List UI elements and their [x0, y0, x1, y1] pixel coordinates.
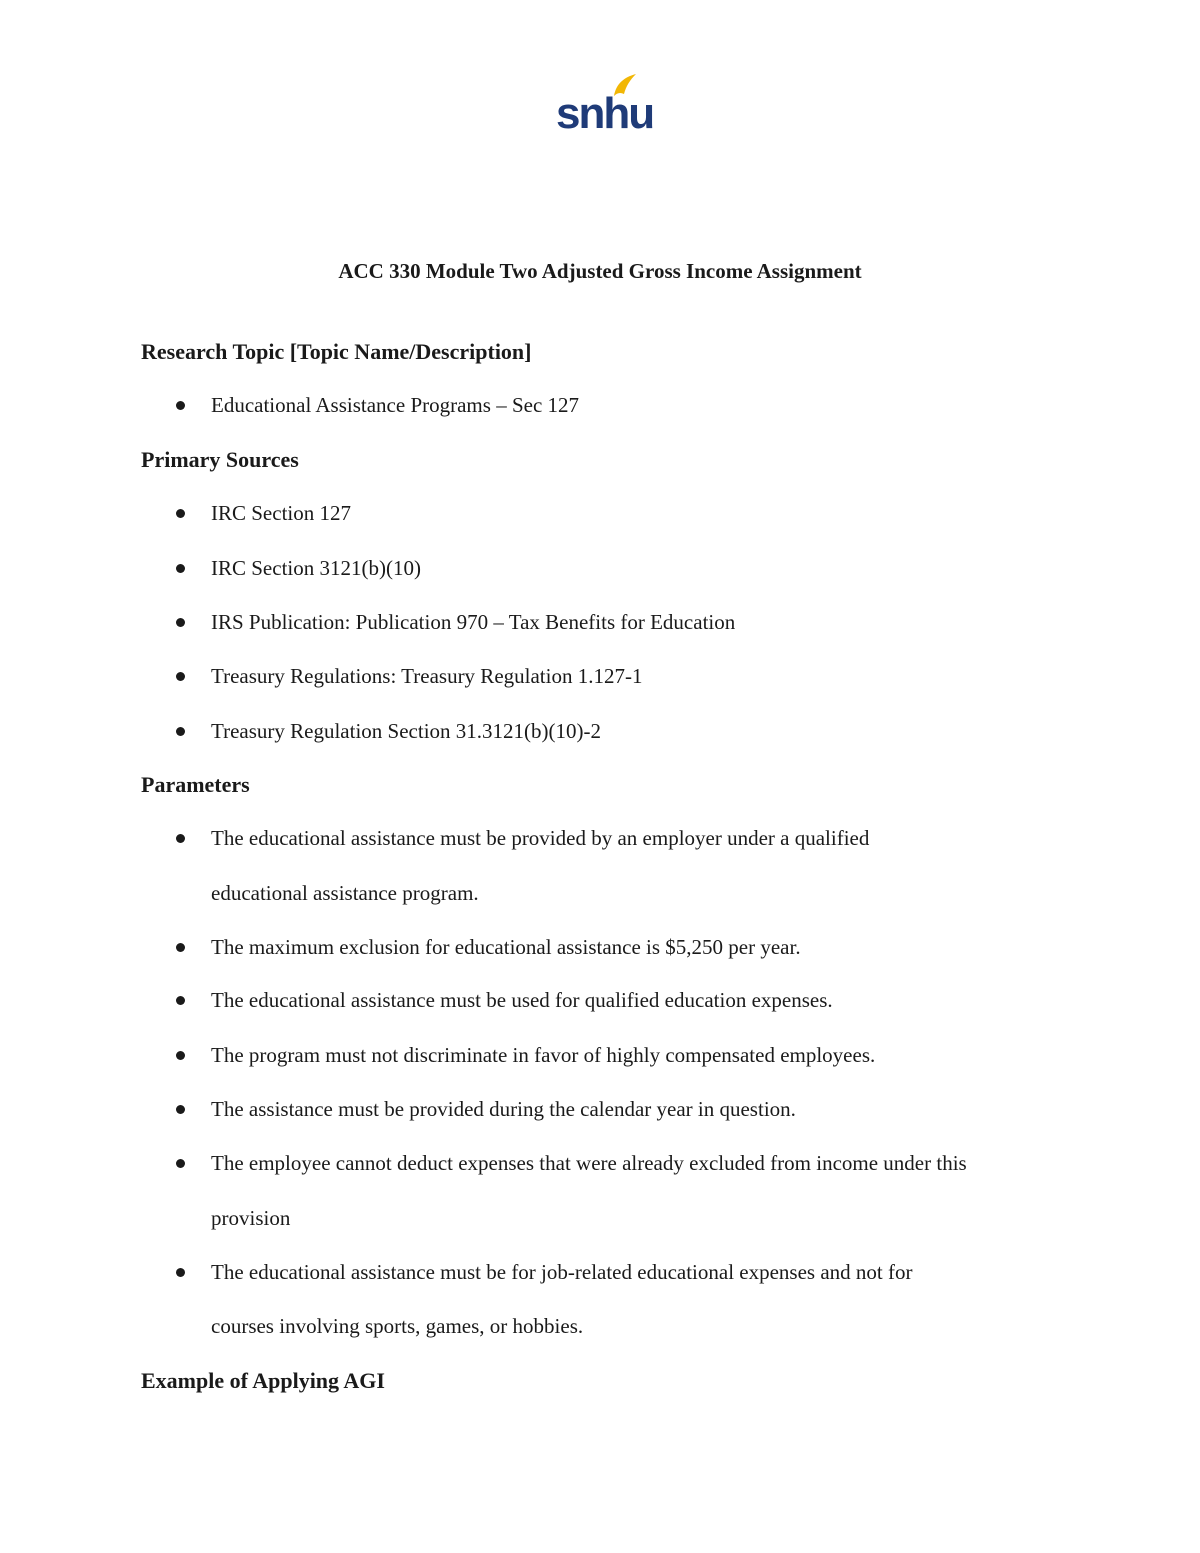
- bullet-icon: [176, 564, 185, 573]
- bullet-icon: [176, 1268, 185, 1277]
- primary-source-item: Treasury Regulations: Treasury Regulation 1.127-1: [211, 664, 643, 688]
- bullet-icon: [176, 943, 185, 952]
- bullet-icon: [176, 1051, 185, 1060]
- bullet-icon: [176, 618, 185, 627]
- parameter-item-line: The educational assistance must be used for qualified education expenses.: [211, 988, 833, 1012]
- parameter-item-line: The educational assistance must be provided by an employer under a qualified: [211, 826, 870, 850]
- example-heading: Example of Applying AGI: [141, 1368, 385, 1393]
- snhu-logo-mark: [556, 72, 654, 138]
- parameter-item-line: courses involving sports, games, or hobbies.: [211, 1314, 584, 1338]
- parameter-item-line: The program must not discriminate in favor of highly compensated employees.: [211, 1043, 876, 1067]
- bullet-icon: [176, 727, 185, 736]
- parameter-item-line: provision: [211, 1206, 291, 1230]
- parameter-item-line: The educational assistance must be for job-related educational expenses and not for: [211, 1260, 913, 1284]
- parameter-item-line: The employee cannot deduct expenses that were already excluded from income under this: [211, 1151, 967, 1175]
- bullet-icon: [176, 509, 185, 518]
- bullet-icon: [176, 672, 185, 681]
- research-topic-heading: Research Topic [Topic Name/Description]: [141, 339, 532, 364]
- primary-sources-heading: Primary Sources: [141, 447, 299, 472]
- primary-source-item: IRC Section 127: [211, 501, 351, 525]
- parameter-item-line: The maximum exclusion for educational assistance is $5,250 per year.: [211, 935, 801, 959]
- bullet-icon: [176, 1159, 185, 1168]
- primary-source-item: Treasury Regulation Section 31.3121(b)(10)-2: [211, 719, 601, 743]
- snhu-logo: [556, 72, 654, 138]
- logo-wordmark: snhu: [556, 89, 654, 138]
- document-title: ACC 330 Module Two Adjusted Gross Income Assignment: [338, 259, 862, 283]
- parameter-item-line: educational assistance program.: [211, 881, 479, 905]
- primary-source-item: IRC Section 3121(b)(10): [211, 556, 421, 580]
- parameter-item-line: The assistance must be provided during the calendar year in question.: [211, 1097, 796, 1121]
- bullet-icon: [176, 834, 185, 843]
- bullet-icon: [176, 401, 185, 410]
- bullet-icon: [176, 996, 185, 1005]
- parameters-heading: Parameters: [141, 772, 250, 797]
- primary-source-item: IRS Publication: Publication 970 – Tax Benefits for Education: [211, 610, 736, 634]
- research-topic-item: Educational Assistance Programs – Sec 127: [211, 393, 580, 417]
- bullet-icon: [176, 1105, 185, 1114]
